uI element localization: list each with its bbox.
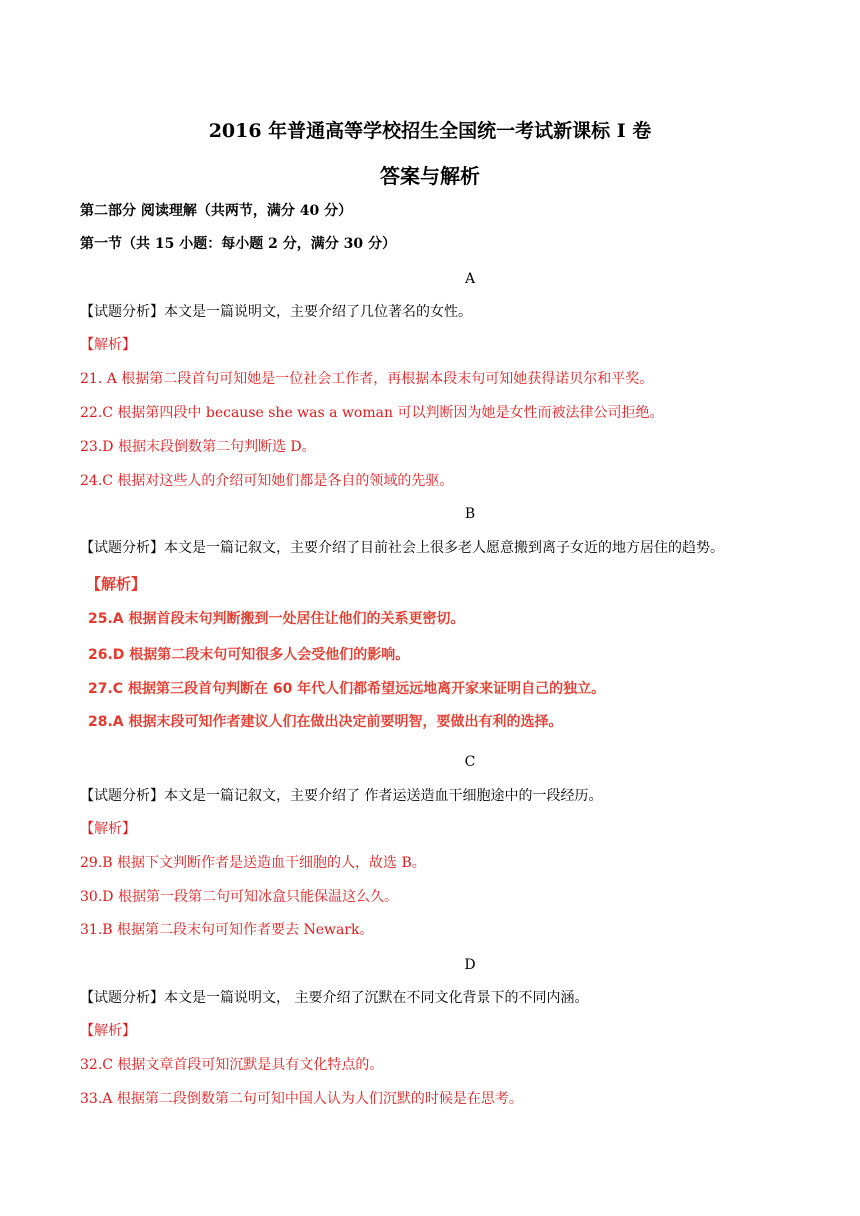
passage-a-jiexi: 【解析】	[80, 337, 136, 353]
passage-c-jiexi: 【解析】	[80, 821, 136, 837]
answer-24: 24.C 根据对这些人的介绍可知她们都是各自的领域的先驱。	[80, 473, 454, 489]
answer-25: 25.A 根据首段末句判断搬到一处居住让他们的关系更密切。	[88, 611, 465, 627]
answer-23: 23.D 根据末段倒数第二句判断选 D。	[80, 439, 316, 455]
answer-31: 31.B 根据第二段末句可知作者要去 Newark。	[80, 922, 374, 938]
section-heading: 第一节（共 15 小题：每小题 2 分，满分 30 分）	[80, 236, 396, 252]
answer-26: 26.D 根据第二段末句可知很多人会受他们的影响。	[88, 647, 410, 663]
passage-b-jiexi: 【解析】	[86, 575, 147, 593]
passage-d-analysis: 【试题分析】本文是一篇说明文， 主要介绍了沉默在不同文化背景下的不同内涵。	[80, 990, 589, 1006]
passage-c-letter: C	[464, 754, 476, 770]
passage-d-jiexi: 【解析】	[80, 1023, 136, 1039]
passage-b-analysis: 【试题分析】本文是一篇记叙文，主要介绍了目前社会上很多老人愿意搬到离子女近的地方居住的趋势。	[80, 540, 724, 556]
passage-d-letter: D	[464, 957, 476, 973]
passage-b-letter: B	[464, 506, 476, 522]
answer-22: 22.C 根据第四段中 because she was a woman 可以判断因为她是女性而被法律公司拒绝。	[80, 405, 664, 421]
passage-a-letter: A	[464, 271, 476, 287]
passage-c-analysis: 【试题分析】本文是一篇记叙文，主要介绍了 作者运送造血干细胞途中的一段经历。	[80, 788, 603, 804]
answer-27: 27.C 根据第三段首句判断在 60 年代人们都希望远远地离开家来证明自己的独立。	[88, 681, 606, 697]
answer-29: 29.B 根据下文判断作者是送造血干细胞的人，故选 B。	[80, 855, 426, 871]
part-heading: 第二部分 阅读理解（共两节，满分 40 分）	[80, 203, 353, 219]
document-subtitle: 答案与解析	[380, 164, 480, 188]
answer-32: 32.C 根据文章首段可知沉默是具有文化特点的。	[80, 1057, 384, 1073]
document-title: 2016 年普通高等学校招生全国统一考试新课标 I 卷	[208, 120, 652, 142]
answer-28: 28.A 根据末段可知作者建议人们在做出决定前要明智，要做出有利的选择。	[88, 714, 563, 730]
answer-30: 30.D 根据第一段第二句可知冰盒只能保温这么久。	[80, 889, 398, 905]
passage-a-analysis: 【试题分析】本文是一篇说明文，主要介绍了几位著名的女性。	[80, 304, 472, 320]
answer-33: 33.A 根据第二段倒数第二句可知中国人认为人们沉默的时候是在思考。	[80, 1091, 523, 1107]
answer-21: 21. A 根据第二段首句可知她是一位社会工作者，再根据本段末句可知她获得诺贝尔和平奖。	[80, 371, 654, 387]
